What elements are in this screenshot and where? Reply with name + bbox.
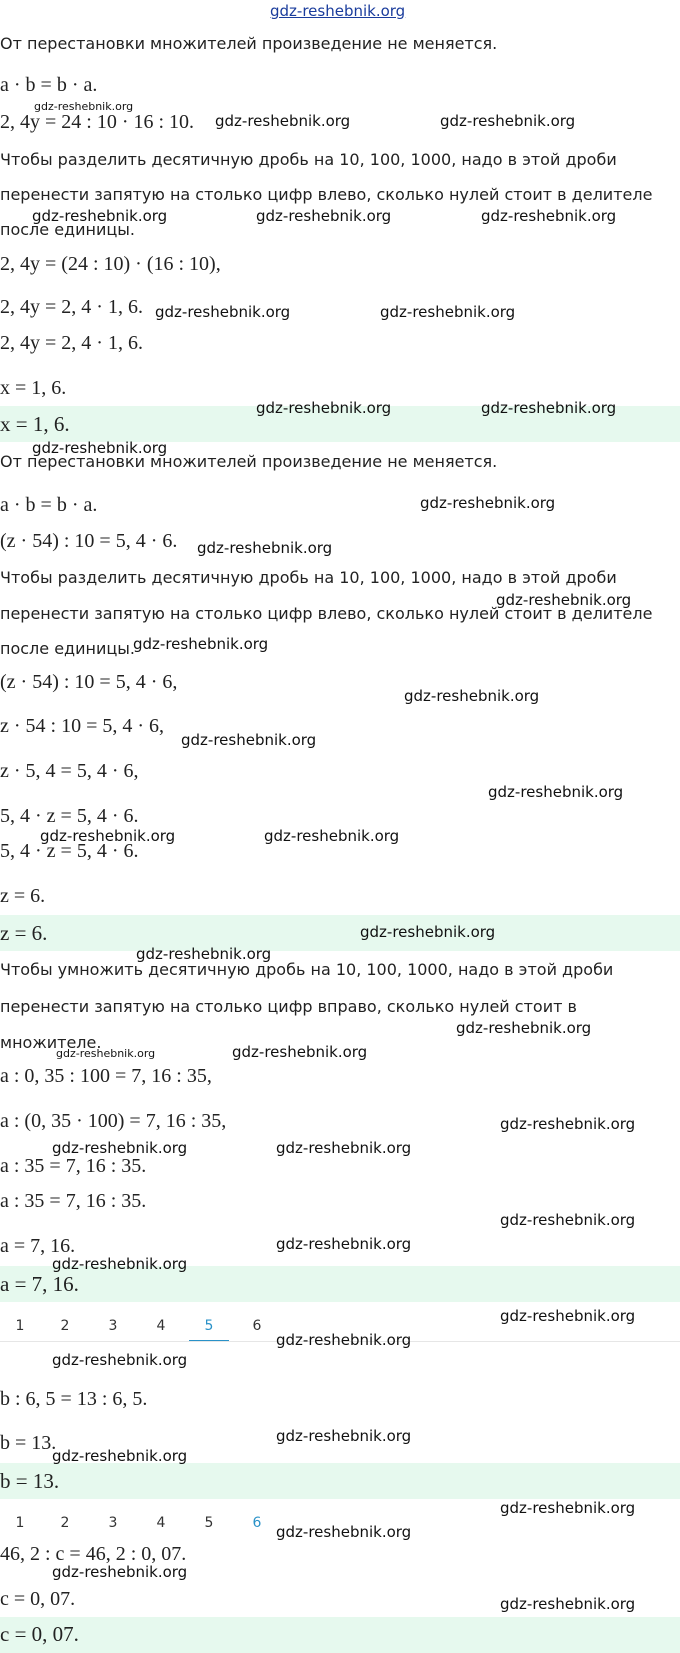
watermark: gdz-reshebnik.org: [360, 923, 496, 941]
watermark: gdz-reshebnik.org: [500, 1115, 636, 1133]
watermark: gdz-reshebnik.org: [136, 945, 272, 963]
page-link-4[interactable]: 4: [156, 1515, 166, 1531]
page-link-5-active[interactable]: 5: [204, 1318, 214, 1334]
formula-line: c = 0, 07.: [0, 1588, 76, 1610]
text-line: после единицы.: [0, 220, 135, 239]
watermark: gdz-reshebnik.org: [481, 207, 617, 225]
answer-highlight: [0, 1617, 680, 1653]
watermark: gdz-reshebnik.org: [481, 399, 617, 417]
watermark: gdz-reshebnik.org: [276, 1235, 412, 1253]
watermark: gdz-reshebnik.org: [56, 1047, 156, 1060]
formula-line: (z · 54) : 10 = 5, 4 · 6,: [0, 671, 178, 693]
formula-line: a : 35 = 7, 16 : 35.: [0, 1190, 147, 1212]
site-link[interactable]: gdz-reshebnik.org: [270, 2, 406, 20]
page-link-3[interactable]: 3: [108, 1515, 118, 1531]
watermark: gdz-reshebnik.org: [256, 207, 392, 225]
answer-line: b = 13.: [0, 1469, 60, 1493]
text-line: Чтобы умножить десятичную дробь на 10, 100, 1000, надо в этой дроби: [0, 960, 614, 979]
formula-line: 46, 2 : c = 46, 2 : 0, 07.: [0, 1543, 187, 1565]
answer-line: z = 6.: [0, 921, 48, 945]
page-link-1[interactable]: 1: [15, 1318, 25, 1334]
formula-line: z · 5, 4 = 5, 4 · 6,: [0, 760, 139, 782]
watermark: gdz-reshebnik.org: [181, 731, 317, 749]
watermark: gdz-reshebnik.org: [256, 399, 392, 417]
page-link-6[interactable]: 6: [252, 1318, 262, 1334]
formula-line: b = 13.: [0, 1432, 57, 1454]
watermark: gdz-reshebnik.org: [276, 1427, 412, 1445]
page-link-5[interactable]: 5: [204, 1515, 214, 1531]
formula-line: z = 6.: [0, 885, 46, 907]
page-link-4[interactable]: 4: [156, 1318, 166, 1334]
watermark: gdz-reshebnik.org: [488, 783, 624, 801]
formula-line: a : (0, 35 · 100) = 7, 16 : 35,: [0, 1110, 227, 1132]
formula-line: x = 1, 6.: [0, 377, 67, 399]
watermark: gdz-reshebnik.org: [276, 1139, 412, 1157]
watermark: gdz-reshebnik.org: [264, 827, 400, 845]
watermark: gdz-reshebnik.org: [276, 1523, 412, 1541]
formula-line: a : 35 = 7, 16 : 35.: [0, 1155, 147, 1177]
watermark: gdz-reshebnik.org: [380, 303, 516, 321]
watermark: gdz-reshebnik.org: [52, 1447, 188, 1465]
page-link-2[interactable]: 2: [60, 1515, 70, 1531]
watermark: gdz-reshebnik.org: [440, 112, 576, 130]
watermark: gdz-reshebnik.org: [500, 1499, 636, 1517]
watermark: gdz-reshebnik.org: [52, 1255, 188, 1273]
page-link-2[interactable]: 2: [60, 1318, 70, 1334]
answer-line: x = 1, 6.: [0, 412, 70, 436]
page-link-6-active[interactable]: 6: [252, 1515, 262, 1531]
text-line: Чтобы разделить десятичную дробь на 10, 100, 1000, надо в этой дроби: [0, 568, 617, 587]
answer-highlight: [0, 915, 680, 951]
formula-line: 2, 4y = 2, 4 · 1, 6.: [0, 296, 143, 318]
formula-line: a · b = b · a.: [0, 74, 98, 96]
text-line: От перестановки множителей произведение не меняется.: [0, 34, 498, 53]
watermark: gdz-reshebnik.org: [496, 591, 632, 609]
watermark: gdz-reshebnik.org: [52, 1563, 188, 1581]
watermark: gdz-reshebnik.org: [52, 1351, 188, 1369]
watermark: gdz-reshebnik.org: [52, 1139, 188, 1157]
watermark: gdz-reshebnik.org: [276, 1331, 412, 1349]
formula-line: a = 7, 16.: [0, 1235, 76, 1257]
formula-line: a · b = b · a.: [0, 494, 98, 516]
formula-line: 2, 4y = 2, 4 · 1, 6.: [0, 332, 143, 354]
watermark: gdz-reshebnik.org: [133, 635, 269, 653]
answer-line: a = 7, 16.: [0, 1272, 79, 1296]
watermark: gdz-reshebnik.org: [500, 1595, 636, 1613]
text-line: перенести запятую на столько цифр влево, сколько нулей стоит в делителе: [0, 185, 653, 204]
answer-highlight: [0, 1463, 680, 1499]
formula-line: 2, 4y = 24 : 10 · 16 : 10.: [0, 111, 195, 133]
formula-line: b : 6, 5 = 13 : 6, 5.: [0, 1388, 148, 1410]
formula-line: 5, 4 · z = 5, 4 · 6.: [0, 840, 139, 862]
formula-line: a : 0, 35 : 100 = 7, 16 : 35,: [0, 1065, 212, 1087]
watermark: gdz-reshebnik.org: [215, 112, 351, 130]
text-line: после единицы.: [0, 639, 135, 658]
text-line: Чтобы разделить десятичную дробь на 10, 100, 1000, надо в этой дроби: [0, 150, 617, 169]
page-link-3[interactable]: 3: [108, 1318, 118, 1334]
watermark: gdz-reshebnik.org: [40, 827, 176, 845]
formula-line: (z · 54) : 10 = 5, 4 · 6.: [0, 530, 178, 552]
watermark: gdz-reshebnik.org: [404, 687, 540, 705]
watermark: gdz-reshebnik.org: [32, 439, 168, 457]
page-link-1[interactable]: 1: [15, 1515, 25, 1531]
answer-line: c = 0, 07.: [0, 1622, 79, 1646]
formula-line: 2, 4y = (24 : 10) · (16 : 10),: [0, 253, 221, 275]
watermark: gdz-reshebnik.org: [32, 207, 168, 225]
text-line: От перестановки множителей произведение не меняется.: [0, 452, 498, 471]
formula-line: z · 54 : 10 = 5, 4 · 6,: [0, 715, 165, 737]
watermark: gdz-reshebnik.org: [197, 539, 333, 557]
watermark: gdz-reshebnik.org: [500, 1211, 636, 1229]
formula-line: 5, 4 · z = 5, 4 · 6.: [0, 805, 139, 827]
watermark: gdz-reshebnik.org: [500, 1307, 636, 1325]
text-line: множителе.: [0, 1033, 102, 1052]
watermark: gdz-reshebnik.org: [456, 1019, 592, 1037]
watermark: gdz-reshebnik.org: [232, 1043, 368, 1061]
watermark: gdz-reshebnik.org: [420, 494, 556, 512]
watermark: gdz-reshebnik.org: [155, 303, 291, 321]
text-line: перенести запятую на столько цифр влево, сколько нулей стоит в делителе: [0, 604, 653, 623]
watermark: gdz-reshebnik.org: [34, 100, 134, 113]
text-line: перенести запятую на столько цифр вправо, сколько нулей стоит в: [0, 997, 577, 1016]
